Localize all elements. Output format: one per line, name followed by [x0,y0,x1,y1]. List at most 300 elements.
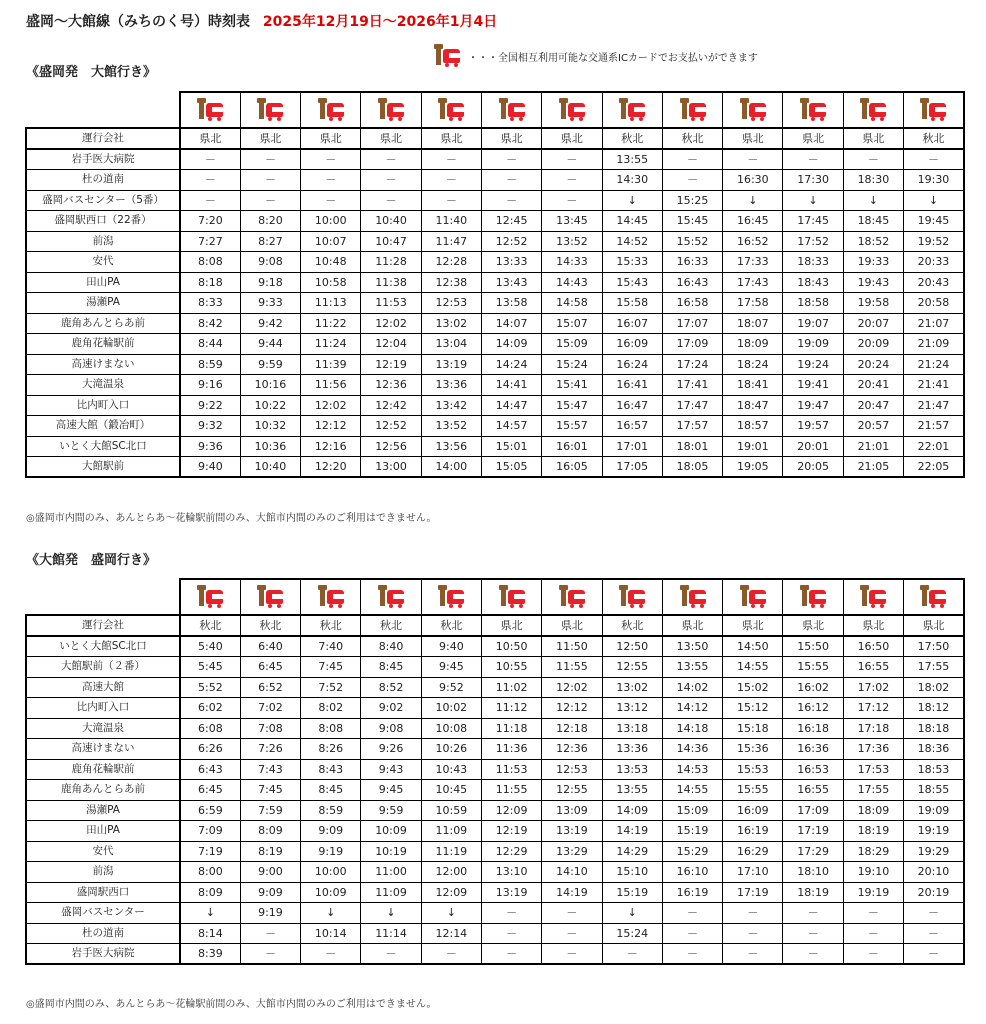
time-cell: 21:09 [904,334,964,355]
time-cell: 17:50 [904,636,964,657]
stop-name: いとく大館SC北口 [26,436,180,457]
time-cell: 14:24 [481,354,541,375]
time-cell: 8:39 [180,944,240,965]
time-cell: 18:30 [843,170,903,191]
time-cell: 21:01 [843,436,903,457]
time-cell: 9:09 [301,821,361,842]
time-cell: － [240,190,300,211]
time-cell: 14:09 [481,334,541,355]
ic-card-icon [617,97,647,123]
table-row [26,211,964,232]
stop-name: 田山PA [26,272,180,293]
ic-icon-cell [904,579,964,615]
time-cell: 10:07 [301,231,361,252]
time-cell: 15:33 [602,252,662,273]
time-cell: 9:32 [180,416,240,437]
time-cell: 13:36 [602,739,662,760]
time-cell: 18:53 [904,759,964,780]
time-cell: 14:02 [662,677,722,698]
time-cell: 9:00 [240,862,300,883]
ic-icon-cell [361,579,421,615]
outbound-heading: 《盛岡発 大館行き》 [26,65,157,80]
time-cell: 12:02 [361,313,421,334]
operator-cell: 県北 [843,128,903,149]
time-cell: 15:02 [723,677,783,698]
time-cell: 18:33 [783,252,843,273]
time-cell: 10:48 [301,252,361,273]
time-cell: 8:42 [180,313,240,334]
ic-icon-cell [421,92,481,128]
time-cell: － [301,190,361,211]
operator-cell: 県北 [542,128,602,149]
table-row [26,190,964,211]
time-cell: 11:09 [361,882,421,903]
time-cell: － [542,149,602,170]
time-cell: 15:05 [481,457,541,478]
time-cell: 16:24 [602,354,662,375]
time-cell: 17:43 [723,272,783,293]
stop-name: 盛岡バスセンター（5番） [26,190,180,211]
time-cell: 18:09 [723,334,783,355]
time-cell: 9:40 [180,457,240,478]
time-cell: － [301,149,361,170]
ic-icon-cell [542,579,602,615]
time-cell: 7:02 [240,698,300,719]
time-cell: 7:59 [240,800,300,821]
time-cell: 9:33 [240,293,300,314]
time-cell: 19:07 [783,313,843,334]
time-cell: 12:29 [481,841,541,862]
time-cell: 10:22 [240,395,300,416]
time-cell: 19:45 [904,211,964,232]
time-cell: 8:20 [240,211,300,232]
time-cell: 8:40 [361,636,421,657]
time-cell: 14:36 [662,739,722,760]
time-cell: 9:26 [361,739,421,760]
time-cell: 19:41 [783,375,843,396]
time-cell: 16:30 [723,170,783,191]
legend-text: ・・・全国相互利用可能な交通系ICカードでお支払いができます [468,52,758,64]
time-cell: 13:55 [602,149,662,170]
time-cell: － [301,944,361,965]
time-cell: 19:09 [904,800,964,821]
time-cell: 15:01 [481,436,541,457]
time-cell: 10:26 [421,739,481,760]
time-cell: 8:43 [301,759,361,780]
stop-name: 田山PA [26,821,180,842]
time-cell: 15:58 [602,293,662,314]
stop-name: 前潟 [26,862,180,883]
time-cell: 16:43 [662,272,722,293]
stop-name: いとく大館SC北口 [26,636,180,657]
operator-cell: 県北 [662,615,722,636]
time-cell: 9:42 [240,313,300,334]
time-cell: 18:47 [723,395,783,416]
ic-icon-cell [662,579,722,615]
time-cell: 19:47 [783,395,843,416]
time-cell: 8:00 [180,862,240,883]
time-cell: 5:45 [180,657,240,678]
stop-name: 盛岡駅西口（22番） [26,211,180,232]
time-cell: 11:12 [481,698,541,719]
time-cell: 11:18 [481,718,541,739]
table-row [26,334,964,355]
time-cell: － [180,149,240,170]
ic-icon-cell [723,579,783,615]
time-cell: 20:33 [904,252,964,273]
time-cell: 17:52 [783,231,843,252]
time-cell: 18:09 [843,800,903,821]
operator-cell: 県北 [421,128,481,149]
table-row [26,944,964,965]
time-cell: － [723,923,783,944]
time-cell: 7:43 [240,759,300,780]
time-cell: － [421,190,481,211]
time-cell: － [662,944,722,965]
stop-name: 岩手医大病院 [26,944,180,965]
time-cell: 11:09 [421,821,481,842]
time-cell: － [843,149,903,170]
stop-name: 湯瀬PA [26,293,180,314]
stop-name: 大館駅前 [26,457,180,478]
time-cell: 11:14 [361,923,421,944]
ic-card-icon [918,584,948,610]
time-cell: － [662,170,722,191]
time-cell: － [783,944,843,965]
time-cell: 20:09 [843,334,903,355]
table-row [26,375,964,396]
time-cell: 7:19 [180,841,240,862]
time-cell: 18:19 [783,882,843,903]
ic-card-icon [255,584,285,610]
time-cell: 15:55 [723,780,783,801]
time-cell: 10:09 [361,821,421,842]
time-cell: 14:19 [542,882,602,903]
time-cell: 17:09 [662,334,722,355]
table-row [26,231,964,252]
time-cell: 10:47 [361,231,421,252]
time-cell: 11:50 [542,636,602,657]
stop-name: 杜の道南 [26,923,180,944]
time-cell: 15:19 [662,821,722,842]
operator-cell: 県北 [723,615,783,636]
time-cell: 17:55 [904,657,964,678]
time-cell: 11:53 [481,759,541,780]
time-cell: 18:45 [843,211,903,232]
table-row [26,436,964,457]
table-row [26,780,964,801]
time-cell: － [662,149,722,170]
outbound-note: ◎盛岡市内間のみ、あんとらあ～花輪駅前間のみ、大館市内間のみのご利用はできません。 [26,513,437,524]
time-cell: 12:09 [421,882,481,903]
time-cell: 14:45 [602,211,662,232]
ic-card-icon [497,584,527,610]
time-cell: － [421,944,481,965]
time-cell: 16:58 [662,293,722,314]
time-cell: 6:52 [240,677,300,698]
time-cell: 18:52 [843,231,903,252]
time-cell: － [662,903,722,924]
ic-icon-cell [421,579,481,615]
operator-cell: 秋北 [240,615,300,636]
time-cell: 16:29 [723,841,783,862]
time-cell: 8:59 [301,800,361,821]
time-cell: 14:09 [602,800,662,821]
time-cell: ↓ [361,903,421,924]
time-cell: 17:09 [783,800,843,821]
time-cell: 13:18 [602,718,662,739]
outbound-timetable [25,91,965,478]
time-cell: 13:02 [602,677,662,698]
time-cell: 20:19 [904,882,964,903]
time-cell: 19:52 [904,231,964,252]
ic-icon-cell [843,92,903,128]
time-cell: 17:57 [662,416,722,437]
time-cell: 6:45 [180,780,240,801]
time-cell: 16:12 [783,698,843,719]
time-cell: 19:24 [783,354,843,375]
time-cell: 8:52 [361,677,421,698]
time-cell: 10:58 [301,272,361,293]
time-cell: 19:30 [904,170,964,191]
time-cell: ↓ [723,190,783,211]
time-cell: 12:12 [542,698,602,719]
ic-icon-cell [662,92,722,128]
time-cell: 6:45 [240,657,300,678]
time-cell: 17:18 [843,718,903,739]
stop-name: 高速大館 [26,677,180,698]
time-cell: 13:52 [421,416,481,437]
title-text: 盛岡～大館線（みちのく号）時刻表 [26,14,250,30]
time-cell: 8:19 [240,841,300,862]
time-cell: 8:33 [180,293,240,314]
operator-cell: 秋北 [361,615,421,636]
time-cell: 18:24 [723,354,783,375]
ic-icon-cell [361,92,421,128]
time-cell: － [904,944,964,965]
ic-icon-cell [301,92,361,128]
time-cell: 12:18 [542,718,602,739]
time-cell: 9:02 [361,698,421,719]
time-cell: ↓ [602,190,662,211]
time-cell: － [481,923,541,944]
ic-card-icon [678,584,708,610]
time-cell: 15:24 [602,923,662,944]
operator-label: 運行会社 [26,615,180,636]
time-cell: 13:56 [421,436,481,457]
time-cell: 15:10 [602,862,662,883]
time-cell: 8:18 [180,272,240,293]
inbound-heading: 《大館発 盛岡行き》 [26,553,157,568]
time-cell: 13:42 [421,395,481,416]
time-cell: － [240,944,300,965]
operator-cell: 県北 [542,615,602,636]
time-cell: 18:01 [662,436,722,457]
time-cell: 16:02 [783,677,843,698]
time-cell: 14:41 [481,375,541,396]
time-cell: 11:13 [301,293,361,314]
time-cell: － [542,903,602,924]
table-row [26,841,964,862]
ic-icon-cell [602,579,662,615]
time-cell: 13:00 [361,457,421,478]
ic-icon-cell [240,92,300,128]
time-cell: ↓ [904,190,964,211]
time-cell: 18:07 [723,313,783,334]
time-cell: 11:28 [361,252,421,273]
time-cell: 18:29 [843,841,903,862]
time-cell: 8:44 [180,334,240,355]
time-cell: 12:09 [481,800,541,821]
time-cell: 8:45 [301,780,361,801]
time-cell: 15:18 [723,718,783,739]
time-cell: 15:50 [783,636,843,657]
time-cell: 15:55 [783,657,843,678]
time-cell: 8:59 [180,354,240,375]
time-cell: 7:09 [180,821,240,842]
table-row [26,313,964,334]
time-cell: 14:43 [542,272,602,293]
table-row [26,272,964,293]
table-row [26,354,964,375]
time-cell: 11:19 [421,841,481,862]
time-cell: 19:33 [843,252,903,273]
time-cell: 20:07 [843,313,903,334]
time-cell: 19:09 [783,334,843,355]
time-cell: 11:53 [361,293,421,314]
time-cell: 11:47 [421,231,481,252]
time-cell: 21:24 [904,354,964,375]
ic-card-icon [858,97,888,123]
operator-cell: 秋北 [421,615,481,636]
operator-row [26,128,964,149]
time-cell: 17:19 [783,821,843,842]
time-cell: 6:08 [180,718,240,739]
ic-card-icon [678,97,708,123]
time-cell: 10:36 [240,436,300,457]
page-title [26,11,497,31]
table-row [26,677,964,698]
ic-icon-cell [481,92,541,128]
time-cell: － [481,170,541,191]
time-cell: 11:55 [481,780,541,801]
time-cell: － [723,149,783,170]
table-row [26,457,964,478]
time-cell: 14:53 [662,759,722,780]
ic-icon-cell [180,92,240,128]
time-cell: － [843,903,903,924]
time-cell: 10:00 [301,211,361,232]
ic-icon-cell [723,92,783,128]
time-cell: 16:57 [602,416,662,437]
time-cell: 13:50 [662,636,722,657]
time-cell: 9:59 [361,800,421,821]
time-cell: 16:07 [602,313,662,334]
time-cell: 13:09 [542,800,602,821]
stop-name: 前潟 [26,231,180,252]
time-cell: 15:29 [662,841,722,862]
time-cell: 17:41 [662,375,722,396]
time-cell: － [843,944,903,965]
time-cell: 9:36 [180,436,240,457]
time-cell: 11:02 [481,677,541,698]
time-cell: 9:22 [180,395,240,416]
operator-cell: 県北 [240,128,300,149]
time-cell: 19:43 [843,272,903,293]
time-cell: 15:36 [723,739,783,760]
time-cell: 11:56 [301,375,361,396]
time-cell: － [542,923,602,944]
time-cell: 12:04 [361,334,421,355]
table-row [26,903,964,924]
time-cell: ↓ [421,903,481,924]
ic-card-icon [798,584,828,610]
time-cell: 17:24 [662,354,722,375]
time-cell: － [361,149,421,170]
time-cell: 7:40 [301,636,361,657]
time-cell: 9:45 [361,780,421,801]
time-cell: 9:16 [180,375,240,396]
time-cell: 14:12 [662,698,722,719]
time-cell: 8:08 [301,718,361,739]
time-cell: 12:50 [602,636,662,657]
time-cell: 12:12 [301,416,361,437]
time-cell: ↓ [602,903,662,924]
time-cell: 15:25 [662,190,722,211]
time-cell: 10:40 [361,211,421,232]
time-cell: 16:36 [783,739,843,760]
time-cell: 21:47 [904,395,964,416]
time-cell: 7:27 [180,231,240,252]
time-cell: 19:57 [783,416,843,437]
operator-cell: 県北 [361,128,421,149]
time-cell: 12:52 [361,416,421,437]
ic-card-icon [436,584,466,610]
time-cell: － [904,923,964,944]
time-cell: 15:53 [723,759,783,780]
time-cell: － [361,190,421,211]
time-cell: 12:42 [361,395,421,416]
time-cell: 14:30 [602,170,662,191]
time-cell: 21:05 [843,457,903,478]
time-cell: 8:02 [301,698,361,719]
time-cell: 14:19 [602,821,662,842]
stop-name: 高速けまない [26,739,180,760]
time-cell: 18:36 [904,739,964,760]
time-cell: － [783,149,843,170]
time-cell: 19:05 [723,457,783,478]
time-cell: 15:47 [542,395,602,416]
time-cell: 14:18 [662,718,722,739]
ic-icon-cell [180,579,240,615]
time-cell: 11:39 [301,354,361,375]
table-row [26,698,964,719]
time-cell: － [481,190,541,211]
time-cell: 16:18 [783,718,843,739]
time-cell: 17:30 [783,170,843,191]
stop-name: 盛岡駅西口 [26,882,180,903]
time-cell: 17:05 [602,457,662,478]
operator-cell: 県北 [301,128,361,149]
time-cell: 12:38 [421,272,481,293]
time-cell: － [361,944,421,965]
time-cell: 13:33 [481,252,541,273]
time-cell: 12:20 [301,457,361,478]
time-cell: 14:00 [421,457,481,478]
ic-icon-row [26,92,964,128]
time-cell: 10:00 [301,862,361,883]
time-cell: 8:27 [240,231,300,252]
